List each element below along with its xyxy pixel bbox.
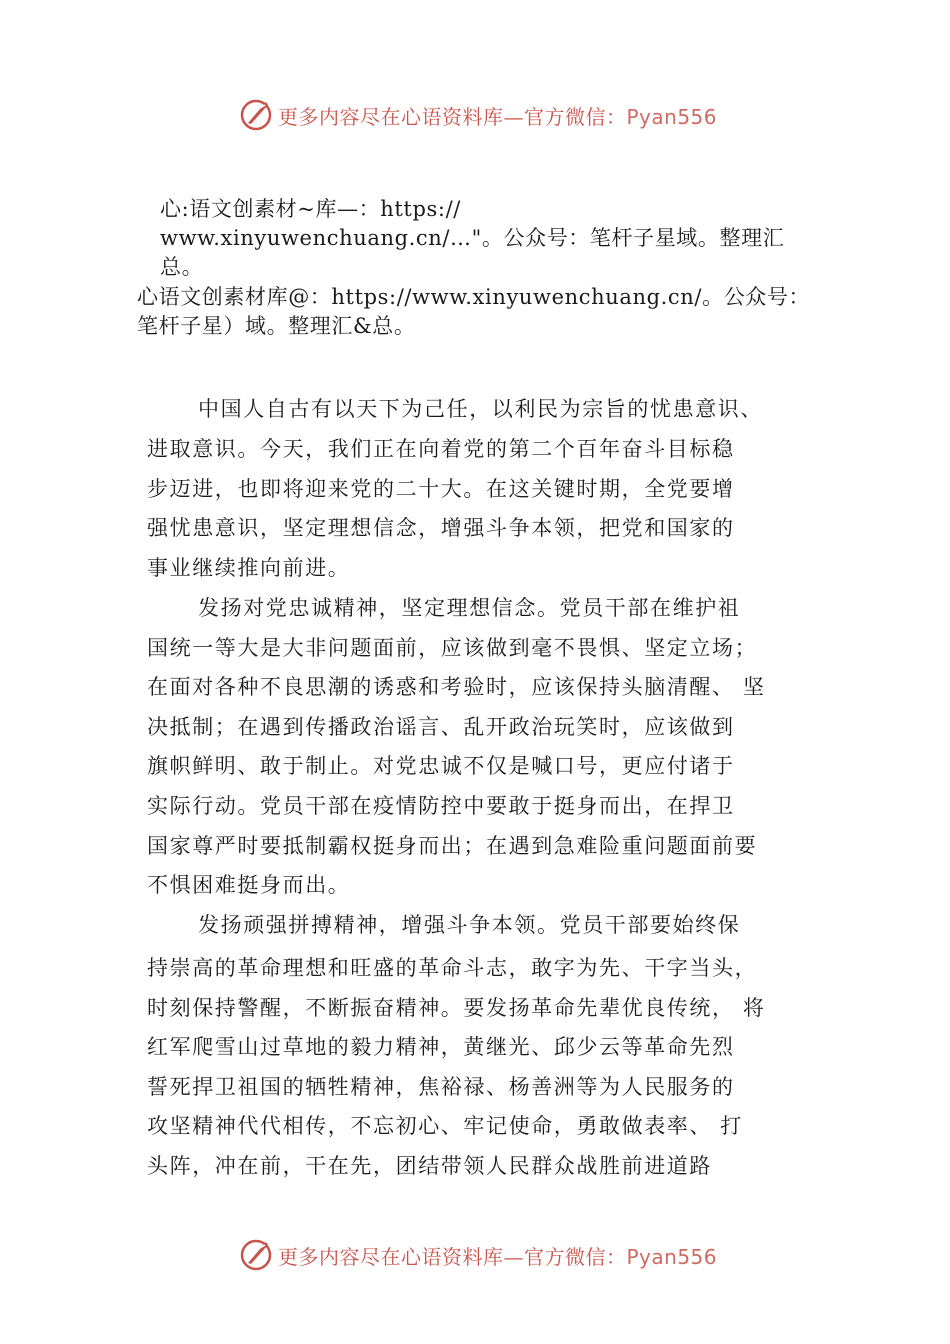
body-line: 决抵制；在遇到传播政治谣言、乱开政治玩笑时，应该做到: [147, 715, 735, 739]
body-line: 中国人自古有以天下为己任，以利民为宗旨的忧患意识、: [198, 397, 763, 421]
banner-text: [278, 1241, 717, 1270]
banner-slogan: 更多内容尽在心语资料库—: [278, 1245, 524, 1269]
body-line: 红军爬雪山过草地的毅力精神，黄继光、邱少云等革命先烈: [147, 1035, 735, 1059]
top-banner: [0, 94, 950, 134]
banner-slogan: 更多内容尽在心语资料库—: [278, 105, 524, 129]
body-line: 进取意识。今天，我们正在向着党的第二个百年奋斗目标稳: [147, 437, 735, 461]
banner-wechat-id: Pyan556: [626, 105, 718, 129]
body-line: 国统一等大是大非问题面前，应该做到毫不畏惧、坚定立场；: [147, 636, 758, 660]
body-line: 不惧困难挺身而出。: [147, 873, 351, 897]
body-line: 攻坚精神代代相传，不忘初心、牢记使命，勇敢做表率、 打: [147, 1114, 743, 1138]
header-line: 笔杆子星）域。整理汇&总。: [137, 314, 416, 338]
header-line: 总。: [160, 255, 204, 279]
quill-pen-logo-icon: [238, 96, 274, 132]
body-line: 实际行动。党员干部在疫情防控中要敢于挺身而出，在捍卫: [147, 794, 735, 818]
body-line: 发扬对党忠诚精神，坚定理想信念。党员干部在维护祖: [198, 596, 741, 620]
body-line: 国家尊严时要抵制霸权挺身而出；在遇到急难险重问题面前要: [147, 834, 758, 858]
banner-wechat-label: 官方微信：: [524, 105, 627, 129]
body-line: 誓死捍卫祖国的牺牲精神，焦裕禄、杨善洲等为人民服务的: [147, 1075, 735, 1099]
body-line: 持崇高的革命理想和旺盛的革命斗志，敢字为先、干字当头，: [147, 956, 758, 980]
body-line: 在面对各种不良思潮的诱惑和考验时，应该保持头脑清醒、 坚: [147, 675, 766, 699]
body-line: 发扬顽强拼搏精神，增强斗争本领。党员干部要始终保: [198, 913, 741, 937]
body-line: 强忧患意识，坚定理想信念，增强斗争本领，把党和国家的: [147, 516, 735, 540]
banner-wechat-id: Pyan556: [626, 1245, 718, 1269]
quill-pen-logo-icon: [238, 1236, 274, 1272]
header-line: www.xinyuwenchuang.cn/…"。公众号：笔杆子星域。整理汇: [160, 226, 785, 250]
header-line: 心:语文创素材~库—：https://: [160, 197, 461, 221]
body-line: 头阵，冲在前，干在先，团结带领人民群众战胜前进道路: [147, 1154, 712, 1178]
header-line: 心语文创素材库@：https://www.xinyuwenchuang.cn/。公众号：: [137, 285, 811, 309]
banner-wechat-label: 官方微信：: [524, 1245, 627, 1269]
bottom-banner: [0, 1234, 950, 1274]
banner-text: [278, 101, 717, 130]
body-line: 事业继续推向前进。: [147, 556, 351, 580]
body-line: 步迈进，也即将迎来党的二十大。在这关键时期，全党要增: [147, 477, 735, 501]
body-line: 时刻保持警醒，不断振奋精神。要发扬革命先辈优良传统， 将: [147, 996, 766, 1020]
body-line: 旗帜鲜明、敢于制止。对党忠诚不仅是喊口号，更应付诸于: [147, 754, 735, 778]
